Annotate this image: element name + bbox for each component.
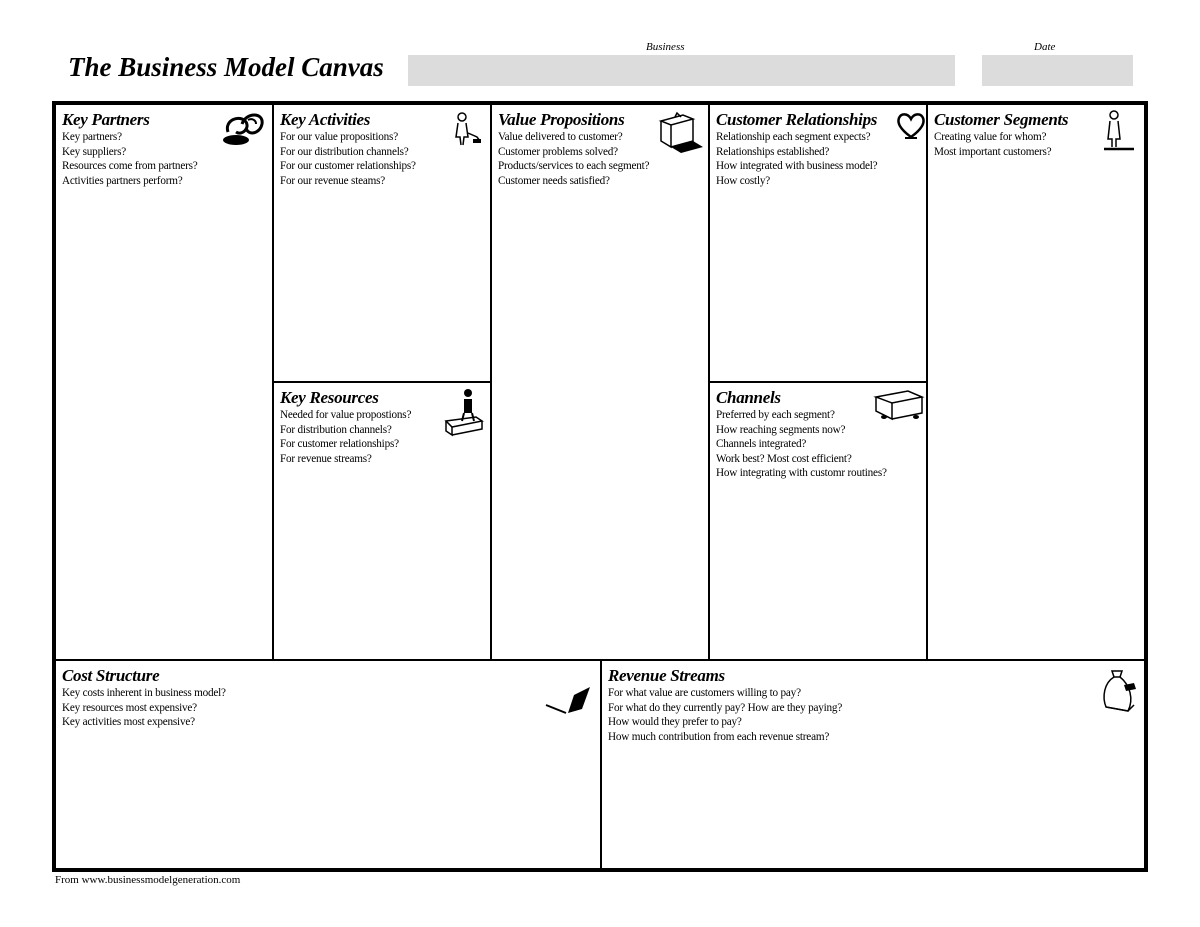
customer-relationships-title: Customer Relationships: [716, 110, 878, 129]
customer-relationships-block[interactable]: [710, 105, 928, 383]
cost-structure-block[interactable]: [56, 661, 602, 868]
channels-prompt: Channels integrated?: [716, 438, 807, 450]
key-partners-block[interactable]: [56, 105, 274, 661]
cost-structure-prompt: Key activities most expensive?: [62, 716, 195, 728]
channels-prompt: Preferred by each segment?: [716, 409, 835, 421]
business-label: Business: [646, 41, 685, 53]
channels-prompt: How reaching segments now?: [716, 423, 846, 436]
key-activities-block[interactable]: [274, 105, 492, 383]
key-activities-title: Key Activities: [280, 110, 371, 129]
factory-worker-icon: [442, 387, 484, 437]
business-model-canvas: [52, 101, 1148, 872]
revenue-streams-prompt: For what value are customers willing to pay?: [608, 687, 801, 699]
revenue-streams-title: Revenue Streams: [608, 666, 725, 685]
customer-segments-prompt: Most important customers?: [934, 145, 1052, 158]
channels-prompt: Work best? Most cost efficient?: [716, 452, 852, 465]
heart-icon: [896, 111, 926, 141]
customer-relationships-prompt: How costly?: [716, 174, 771, 187]
date-label: Date: [1034, 41, 1056, 53]
footer-source: From www.businessmodelgeneration.com: [55, 874, 241, 886]
revenue-streams-prompt: How much contribution from each revenue stream?: [608, 730, 830, 743]
key-activities-prompt: For our distribution channels?: [280, 145, 409, 158]
gift-box-icon: [657, 111, 707, 153]
customer-segments-block[interactable]: [928, 105, 1144, 661]
key-partners-prompt: Resources come from partners?: [62, 160, 198, 172]
page-title: The Business Model Canvas: [68, 52, 384, 82]
person-icon: [1100, 109, 1136, 151]
key-resources-title: Key Resources: [280, 388, 379, 407]
key-resources-prompt: For revenue streams?: [280, 452, 372, 465]
key-resources-prompt: Needed for value propostions?: [280, 409, 412, 421]
money-bag-icon: [1098, 667, 1140, 717]
date-field[interactable]: [982, 55, 1133, 86]
key-resources-block[interactable]: [274, 383, 492, 661]
cost-structure-title: Cost Structure: [62, 666, 160, 685]
customer-relationships-prompt: Relationships established?: [716, 145, 830, 158]
key-activities-prompt: For our value propositions?: [280, 131, 398, 143]
delivery-truck-icon: [872, 389, 926, 425]
key-resources-prompt: For distribution channels?: [280, 423, 392, 436]
key-partners-prompt: Key partners?: [62, 131, 122, 143]
key-partners-prompt: Activities partners perform?: [62, 174, 183, 187]
key-resources-prompt: For customer relationships?: [280, 438, 399, 450]
cost-structure-prompt: Key costs inherent in business model?: [62, 687, 226, 699]
customer-relationships-prompt: How integrated with business model?: [716, 160, 878, 172]
value-propositions-block[interactable]: [492, 105, 710, 661]
customer-segments-title: Customer Segments: [934, 110, 1069, 129]
channels-block[interactable]: [710, 383, 928, 661]
key-partners-title: Key Partners: [62, 110, 150, 129]
channels-prompt: How integrating with customr routines?: [716, 467, 887, 479]
key-activities-prompt: For our revenue steams?: [280, 174, 386, 187]
business-field[interactable]: [408, 55, 955, 86]
value-propositions-title: Value Propositions: [498, 110, 625, 129]
customer-relationships-prompt: Relationship each segment expects?: [716, 131, 871, 143]
value-propositions-prompt: Customer problems solved?: [498, 145, 618, 158]
price-tag-icon: [544, 683, 594, 717]
revenue-streams-prompt: For what do they currently pay? How are they paying?: [608, 701, 843, 714]
revenue-streams-prompt: How would they prefer to pay?: [608, 716, 742, 728]
cost-structure-prompt: Key resources most expensive?: [62, 701, 197, 714]
key-partners-prompt: Key suppliers?: [62, 145, 126, 158]
worker-icon: [449, 111, 483, 147]
value-propositions-prompt: Value delivered to customer?: [498, 131, 623, 143]
chain-link-icon: [218, 110, 268, 150]
channels-title: Channels: [716, 388, 781, 407]
customer-segments-prompt: Creating value for whom?: [934, 131, 1047, 143]
value-propositions-prompt: Products/services to each segment?: [498, 160, 650, 172]
revenue-streams-block[interactable]: [602, 661, 1144, 868]
value-propositions-prompt: Customer needs satisfied?: [498, 174, 610, 187]
key-activities-prompt: For our customer relationships?: [280, 160, 416, 172]
